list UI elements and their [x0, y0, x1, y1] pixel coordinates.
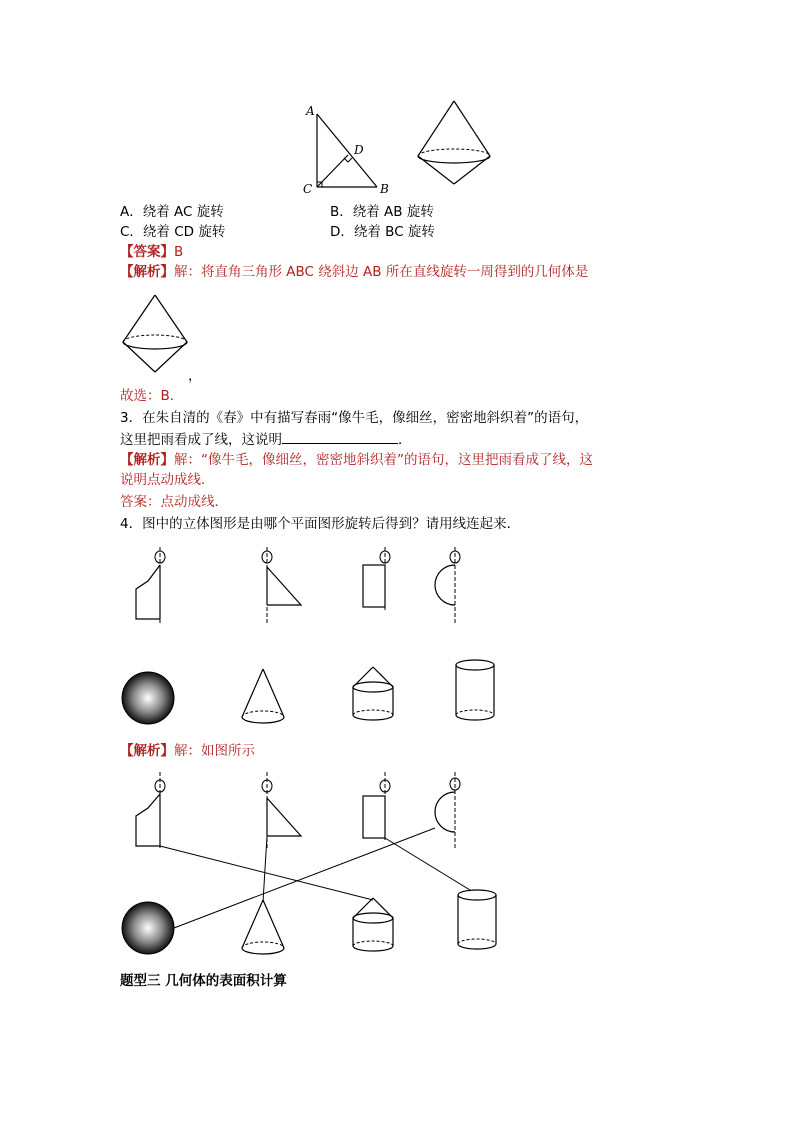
option-b: B．绕着 AB 旋转	[330, 204, 434, 220]
q3-analysis-tag: 【解析】	[120, 452, 174, 468]
q3-line2	[120, 430, 412, 450]
connector-semicircle-sphere	[174, 828, 435, 928]
semicircle-figure	[435, 547, 460, 623]
answer-sphere	[122, 902, 174, 954]
analysis-text: 解：将直角三角形 ABC 绕斜边 AB 所在直线旋转一周得到的几何体是	[174, 264, 589, 280]
cylinder-solid	[456, 660, 494, 720]
connector-trapezoid-conecylinder	[160, 846, 373, 900]
q3-line2-prefix: 这里把雨看成了线，这说明	[120, 432, 282, 448]
triangle-abc-figure	[300, 100, 400, 200]
solids-row	[120, 655, 500, 735]
q3-line1: 3．在朱自清的《春》中有描写春雨“像牛毛，像细丝，密密地斜织着”的语句，	[120, 410, 589, 426]
q3-analysis-line1: 解：“像牛毛，像细丝，密密地斜织着”的语句，这里把雨看成了线，这	[174, 452, 593, 468]
option-c: C．绕着 CD 旋转	[120, 224, 226, 240]
answer-semicircle	[435, 772, 460, 848]
q2-analysis	[120, 262, 588, 282]
option-a: A．绕着 AC 旋转	[120, 204, 224, 220]
analysis-tag: 【解析】	[120, 264, 174, 280]
answer-value: B	[174, 244, 184, 260]
cone-solid	[242, 669, 284, 723]
rectangle-figure	[363, 547, 390, 610]
answer-tag: 【答案】	[120, 244, 174, 260]
sphere-solid	[122, 672, 174, 724]
q4-analysis-tag: 【解析】	[120, 743, 174, 759]
label-c: C	[303, 182, 313, 196]
answer-trapezoid	[136, 772, 165, 848]
q2-answer	[120, 242, 183, 262]
q4-analysis-text: 解：如图所示	[174, 743, 255, 759]
q3-analysis	[120, 450, 593, 470]
trapezoid-figure	[136, 547, 165, 623]
matching-answer-figure	[120, 770, 500, 965]
answer-triangle	[262, 772, 301, 848]
q3-line2-suffix: ．	[398, 432, 412, 448]
answer-cone-cylinder	[353, 898, 393, 951]
q2-conclusion: 故选：B．	[120, 388, 184, 404]
cone-cylinder-solid	[353, 667, 393, 720]
answer-cylinder	[458, 890, 496, 949]
plane-figures-row	[120, 545, 480, 630]
connector-rectangle-cylinder	[385, 838, 470, 890]
section-title: 题型三 几何体的表面积计算	[120, 973, 287, 989]
double-cone-figure	[415, 98, 495, 190]
option-d: D．绕着 BC 旋转	[330, 224, 435, 240]
answer-cone	[242, 900, 284, 954]
answer-blank	[282, 430, 398, 444]
label-d: D	[354, 143, 364, 157]
q4-question: 4．图中的立体图形是由哪个平面图形旋转后得到？请用线连起来．	[120, 516, 521, 532]
q4-analysis	[120, 741, 255, 761]
q3-answer: 答案：点动成线．	[120, 494, 228, 510]
label-a: A	[306, 104, 315, 118]
label-b: B	[380, 182, 389, 196]
answer-rectangle	[363, 772, 390, 840]
trailing-comma: ，	[188, 368, 202, 384]
triangle-figure	[262, 547, 301, 623]
q3-analysis-cont: 说明点动成线．	[120, 472, 215, 488]
